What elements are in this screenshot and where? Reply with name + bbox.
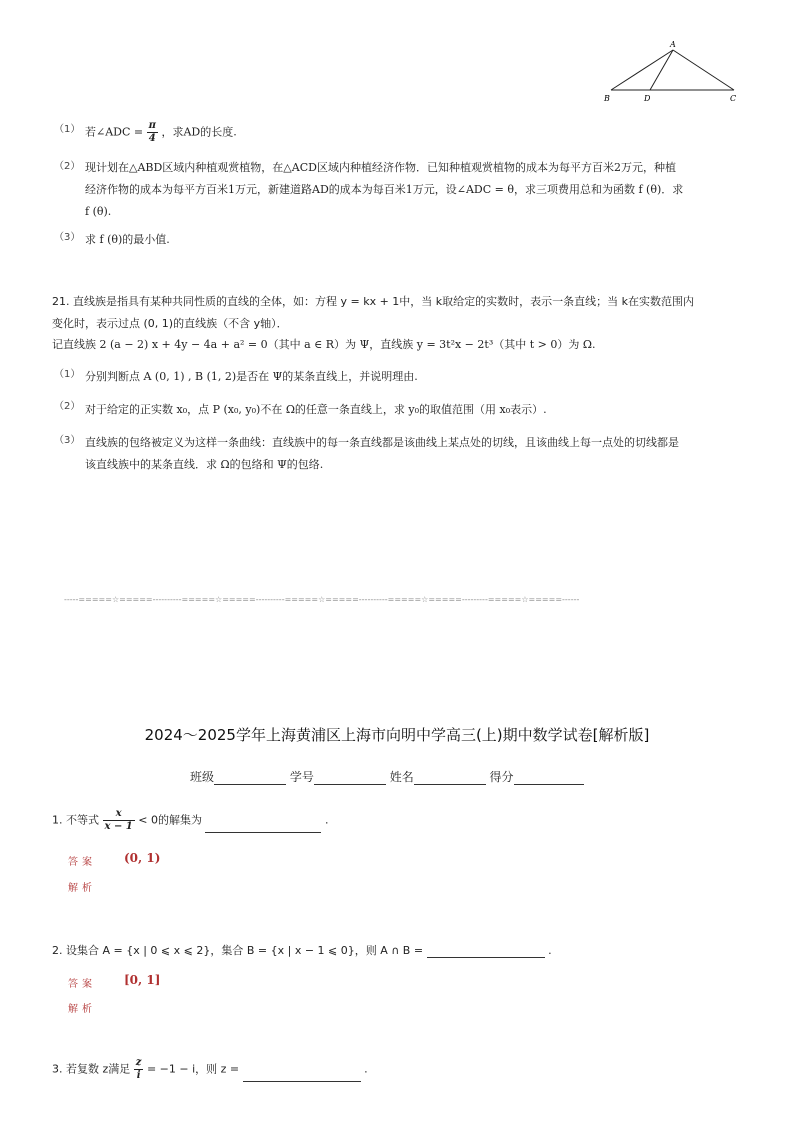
- q2-stem: [52, 942, 552, 958]
- q3-post: = −1 − i，则 z =: [146, 1062, 240, 1076]
- label-a: A: [670, 40, 676, 49]
- q20-part1-post: ，求AD的长度.: [161, 125, 237, 139]
- exam-title: 2024～2025学年上海黄浦区上海市向明中学高三(上)期中数学试卷[解析版]: [144, 726, 650, 744]
- q3-fraction: [134, 1057, 144, 1082]
- q21-part3-text: [85, 432, 745, 476]
- q21-part3-line1: 直线族的包络被定义为这样一条曲线：直线族中的每一条直线都是该曲线上某点处的切线，且该曲线上每一点处的切线都是: [85, 436, 679, 449]
- q20-part2-number: （2）: [54, 161, 81, 172]
- q21-part3-number: （3）: [54, 435, 81, 446]
- q20-part1-fraction: [147, 120, 158, 145]
- q21-line1: 21. 直线族是指具有某种共同性质的直线的全体，如：方程 y = kx + 1中，当 k取给定的实数时，表示一条直线；当 k在实数范围内: [52, 295, 695, 308]
- label-c: C: [730, 94, 737, 103]
- q1-answer-blank[interactable]: [205, 820, 321, 833]
- field-class-blank[interactable]: [214, 770, 286, 785]
- q20-part2-line2: 经济作物的成本为每平方百米1万元，新建道路AD的成本为每百米1万元，设∠ADC = θ，求三项费用总和为函数 f (θ)．求: [85, 183, 684, 196]
- q1-analysis-label: 解析: [68, 883, 96, 894]
- side-ac: [673, 50, 734, 90]
- fraction-denominator: x − 1: [104, 821, 133, 832]
- segment-ad: [650, 50, 673, 90]
- field-score-label: 得分: [489, 770, 514, 784]
- q20-part1-number: （1）: [54, 124, 81, 135]
- field-number-label: 学号: [289, 770, 314, 784]
- q1-answer-label: 答案: [68, 857, 96, 868]
- q2-end: .: [548, 944, 552, 957]
- q21-stem: [52, 291, 752, 335]
- q1-answer: (0, 1): [124, 851, 161, 865]
- q2-analysis-label: 解析: [68, 1004, 96, 1015]
- info-fields: [190, 768, 584, 785]
- q1-pre: 1. 不等式: [52, 813, 99, 827]
- label-d: D: [644, 94, 651, 103]
- q2-text: 2. 设集合 A = {x | 0 ⩽ x ⩽ 2}，集合 B = {x | x − 1 ⩽ 0}，则 A ∩ B =: [52, 944, 424, 957]
- q20-part1-text: [85, 120, 237, 145]
- fraction-numerator: x: [103, 808, 135, 821]
- q20-part3-number: （3）: [54, 232, 81, 243]
- label-b: B: [604, 94, 610, 103]
- q1-post: < 0的解集为: [138, 813, 202, 827]
- q2-answer-blank[interactable]: [427, 945, 545, 958]
- q2-answer: [0, 1]: [124, 973, 161, 987]
- q21-part2-number: （2）: [54, 401, 81, 412]
- q1-end: .: [324, 813, 329, 827]
- triangle-figure: [598, 38, 748, 104]
- fraction-denominator: i: [136, 1070, 141, 1081]
- q21-part2-text: 对于给定的正实数 x₀，点 P (x₀, y₀)不在 Ω的任意一条直线上，求 y₀的取值范围（用 x₀表示）.: [85, 403, 547, 416]
- q20-part2-line1: 现计划在△ABD区域内种植观赏植物，在△ACD区域内种植经济作物．已知种植观赏植物的成本为每平方百米2万元，种植: [85, 161, 676, 174]
- q3-stem: [52, 1057, 368, 1082]
- q2-answer-label: 答案: [68, 979, 96, 990]
- q21-part1-text: 分别判断点 A (0, 1) , B (1, 2)是否在 Ψ的某条直线上，并说明理由.: [85, 370, 418, 383]
- q1-fraction: [103, 808, 135, 833]
- q20-part2-text: [85, 157, 745, 223]
- q20-part2-line3: f (θ).: [85, 205, 112, 218]
- q21-line3: 记直线族 2 (a − 2) x + 4y − 4a + a² = 0（其中 a ∈ R）为 Ψ，直线族 y = 3t²x − 2t³（其中 t > 0）为 Ω.: [52, 338, 596, 351]
- q3-answer-blank[interactable]: [243, 1069, 361, 1082]
- q21-part3-line2: 该直线族中的某条直线．求 Ω的包络和 Ψ的包络.: [85, 458, 324, 471]
- field-name-blank[interactable]: [414, 770, 486, 785]
- q3-pre: 3. 若复数 z满足: [52, 1062, 131, 1076]
- fraction-denominator: 4: [148, 133, 156, 144]
- fraction-numerator: π: [148, 120, 156, 131]
- field-number-blank[interactable]: [314, 770, 386, 785]
- q3-end: .: [364, 1062, 368, 1076]
- field-class-label: 班级: [190, 770, 215, 784]
- q21-part1-number: （1）: [54, 369, 81, 380]
- section-divider: -----=====☆=====----------=====☆=====----------=====☆=====----------=====☆=====---------=====☆=====------: [64, 595, 580, 604]
- field-score-blank[interactable]: [514, 770, 584, 785]
- fraction-numerator: z: [135, 1057, 142, 1068]
- q1-stem: [52, 808, 328, 833]
- q20-part1-pre: 若∠ADC =: [85, 125, 144, 139]
- field-name-label: 姓名: [389, 770, 414, 784]
- q21-line2: 变化时，表示过点 (0, 1)的直线族（不含 y轴）．: [52, 317, 288, 330]
- q20-part3-text: 求 f (θ)的最小值.: [85, 233, 170, 246]
- side-ab: [611, 50, 673, 90]
